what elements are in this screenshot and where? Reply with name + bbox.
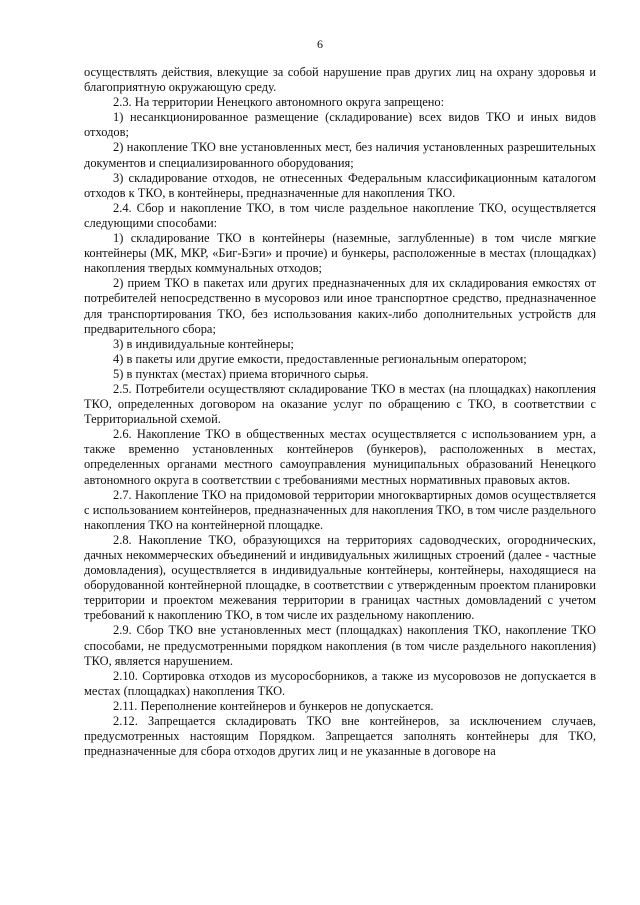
list-item-2-4-4: 4) в пакеты или другие емкости, предоставленные региональным оператором;	[113, 351, 527, 366]
paragraph-continuation: осуществлять действия, влекущие за собой нарушение прав других лиц на охрану здоровья и благоприятную окружающую среду.	[84, 65, 596, 95]
list-item-2-3-1: 1) несанкционированное размещение (складирование) всех видов ТКО и иных видов отходов;	[84, 110, 596, 140]
list-item-2-4-1: 1) складирование ТКО в контейнеры (наземные, заглубленные) в том числе мягкие контейнеры (МК, МКР, «Биг-Бэги» и прочие) и бункеры, расположенные в местах (площадках) накопления твердых коммунальных отходов;	[84, 231, 596, 276]
list-item-2-3-3: 3) складирование отходов, не отнесенных Федеральным классификационным каталогом отходов к ТКО, в контейнеры, предназначенные для накопления ТКО.	[84, 170, 596, 200]
list-item-2-4-2: 2) прием ТКО в пакетах или других предназначенных для их складирования емкостях от потребителей непосредственно в мусоровоз или иное транспортное средство, предназначенное для транспортирования ТКО, без использования каких-либо дополнительных устройств для предварительного сбора;	[84, 276, 596, 336]
paragraph-2-6: 2.6. Накопление ТКО в общественных местах осуществляется с использованием урн, а также временно установленных контейнеров (бункеров), расположенных в местах, определенных органами местного самоуправления муниципальных образований Ненецкого автономного округа в соответствии с требованиями местных нормативных правовых актов.	[84, 427, 596, 487]
list-item-2-3-2: 2) накопление ТКО вне установленных мест, без наличия установленных разрешительных документов и специализированного оборудования;	[84, 140, 596, 170]
paragraph-2-9: 2.9. Сбор ТКО вне установленных мест (площадках) накопления ТКО, накопление ТКО способами, не предусмотренными порядком накопления (в том числе раздельного накопления) ТКО, является нарушением.	[84, 623, 596, 668]
list-item-2-4-3: 3) в индивидуальные контейнеры;	[113, 336, 294, 351]
paragraph-2-11: 2.11. Переполнение контейнеров и бункеров не допускается.	[113, 698, 434, 713]
list-item-2-4-5: 5) в пунктах (местах) приема вторичного сырья.	[113, 366, 369, 381]
paragraph-2-10: 2.10. Сортировка отходов из мусоросборников, а также из мусоровозов не допускается в местах (площадках) накопления ТКО.	[84, 668, 596, 698]
paragraph-2-3: 2.3. На территории Ненецкого автономного округа запрещено:	[113, 95, 445, 110]
paragraph-2-5: 2.5. Потребители осуществляют складирование ТКО в местах (на площадках) накопления ТКО, определенных договором на оказание услуг по обращению с ТКО, в соответствии с Территориальной схемой.	[84, 381, 596, 427]
page-number: 6	[317, 37, 323, 51]
paragraph-2-8: 2.8. Накопление ТКО, образующихся на территориях садоводческих, огороднических, дачных некоммерческих объединений и индивидуальных жилищных строений (далее - частные домовладения), осуществляется в индивидуальные контейнеры, контейнеры, находящиеся на оборудованной контейнерной площадке, в соответствии с утвержденным проектом планировки территории и проектом межевания территории в границах частных домовладений с учетом требований к накоплению ТКО, в том числе их раздельному накоплению.	[84, 532, 596, 623]
paragraph-2-4: 2.4. Сбор и накопление ТКО, в том числе раздельное накопление ТКО, осуществляется следующими способами:	[84, 200, 596, 230]
paragraph-2-7: 2.7. Накопление ТКО на придомовой территории многоквартирных домов осуществляется с использованием контейнеров, предназначенных для накопления ТКО, в том числе раздельного накопления ТКО на контейнерной площадке.	[84, 487, 596, 532]
document-body	[84, 65, 596, 759]
paragraph-2-12: 2.12. Запрещается складировать ТКО вне контейнеров, за исключением случаев, предусмотренных настоящим Порядком. Запрещается заполнять контейнеры для ТКО, предназначенные для сбора отходов других лиц и не указанные в договоре на	[84, 714, 596, 759]
